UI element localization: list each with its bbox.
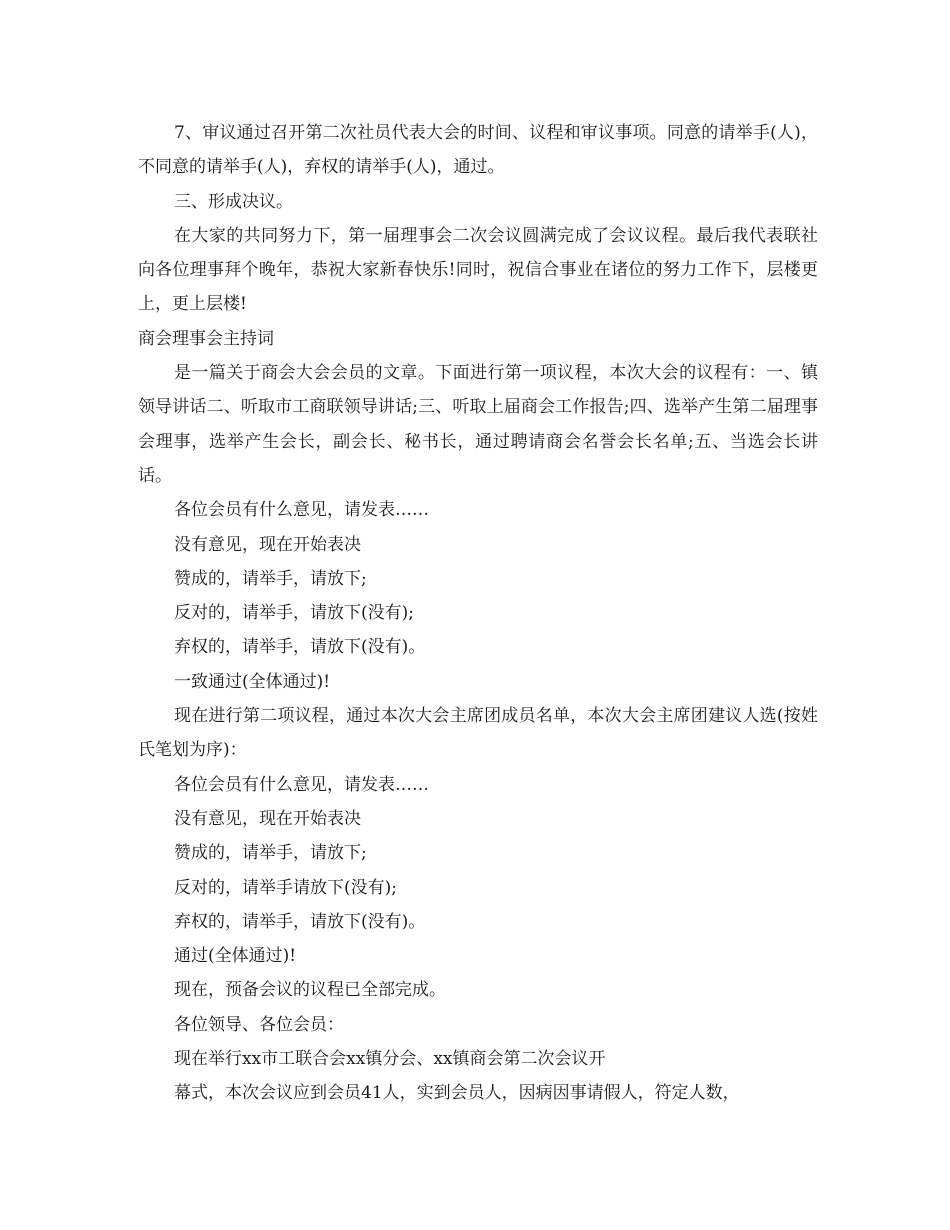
paragraph: 没有意见，现在开始表决 — [174, 534, 361, 555]
document-title: 商会理事会主持词 — [138, 328, 274, 349]
paragraph: 幕式，本次会议应到会员41人，实到会员人，因病因事请假人，符定人数， — [174, 1083, 740, 1104]
paragraph: 弃权的，请举手，请放下(没有)。 — [174, 637, 426, 658]
section-heading: 三、形成决议。 — [174, 191, 293, 212]
paragraph: 各位会员有什么意见，请发表…… — [174, 500, 429, 521]
paragraph: 现在进行第二项议程，通过本次大会主席团成员名单，本次大会主席团建议人选(按姓氏笔划为序)： — [138, 706, 818, 761]
paragraph: 各位会员有什么意见，请发表…… — [174, 774, 429, 795]
paragraph: 各位领导、各位会员： — [174, 1014, 344, 1035]
paragraph: 没有意见，现在开始表决 — [174, 808, 361, 829]
paragraph: 反对的，请举手请放下(没有); — [174, 877, 397, 898]
paragraph: 现在，预备会议的议程已全部完成。 — [174, 980, 446, 1001]
paragraph: 赞成的，请举手，请放下; — [174, 843, 367, 864]
paragraph: 弃权的，请举手，请放下(没有)。 — [174, 911, 426, 932]
paragraph: 通过(全体通过)! — [174, 946, 297, 967]
paragraph: 在大家的共同努力下，第一届理事会二次会议圆满完成了会议议程。最后我代表联社向各位理事拜个晚年，恭祝大家新春快乐!同时，祝信合事业在诸位的努力工作下，层楼更上，更上层楼! — [138, 225, 818, 315]
paragraph: 赞成的，请举手，请放下; — [174, 568, 367, 589]
paragraph: 一致通过(全体通过)! — [174, 671, 331, 692]
document-body — [138, 116, 818, 1111]
paragraph: 现在举行xx市工联合会xx镇分会、xx镇商会第二次会议开 — [174, 1049, 606, 1070]
paragraph: 反对的，请举手，请放下(没有); — [174, 603, 414, 624]
paragraph: 7、审议通过召开第二次社员代表大会的时间、议程和审议事项。同意的请举手(人)，不同意的请举手(人)，弃权的请举手(人)，通过。 — [138, 123, 818, 178]
paragraph: 是一篇关于商会大会会员的文章。下面进行第一项议程，本次大会的议程有：一、镇领导讲话二、听取市工商联领导讲话;三、听取上届商会工作报告;四、选举产生第二届理事会理事，选举产生会长，副会长、秘书长，通过聘请商会名誉会长名单;五、当选会长讲话。 — [138, 363, 818, 486]
